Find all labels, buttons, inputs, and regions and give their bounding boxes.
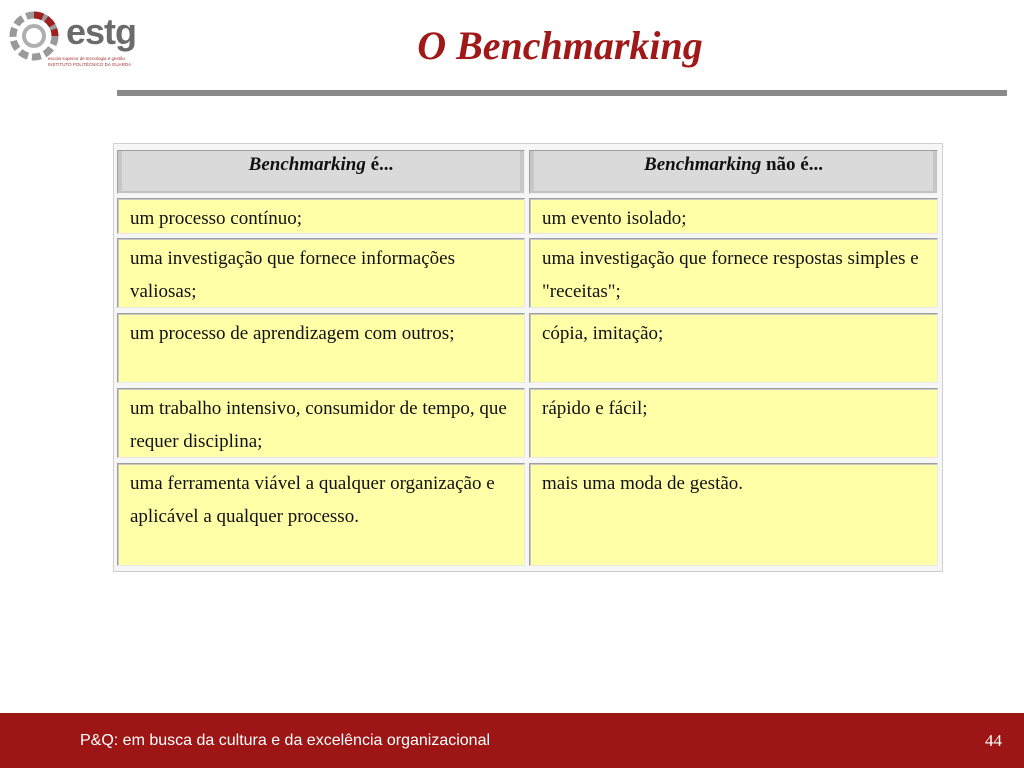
table-cell-is: uma investigação que fornece informações valiosas; bbox=[117, 238, 525, 308]
footer-text: P&Q: em busca da cultura e da excelência organizacional bbox=[80, 732, 491, 749]
table-cell-is-not: cópia, imitação; bbox=[529, 313, 938, 383]
logo-tagline: escola superior de tecnologia e gestão INSTITUTO POLITÉCNICO DA GUARDA bbox=[48, 56, 132, 67]
logo-emblem-icon bbox=[8, 10, 60, 62]
page-number: 44 bbox=[985, 731, 1002, 750]
slide-title: O Benchmarking bbox=[417, 23, 703, 68]
table-cell-is: um trabalho intensivo, consumidor de tempo, que requer disciplina; bbox=[117, 388, 525, 458]
logo-wordmark: estg bbox=[66, 11, 137, 52]
table-header-is-not: Benchmarking não é... bbox=[529, 150, 938, 194]
table-cell-is-not: uma investigação que fornece respostas simples e "receitas"; bbox=[529, 238, 938, 308]
table-cell-is: uma ferramenta viável a qualquer organização e aplicável a qualquer processo. bbox=[117, 463, 525, 566]
table-header-is: Benchmarking é... bbox=[117, 150, 525, 194]
comparison-table bbox=[113, 143, 943, 572]
table-cell-is-not: rápido e fácil; bbox=[529, 388, 938, 458]
footer-bar bbox=[0, 713, 1024, 768]
title-divider bbox=[117, 90, 1007, 96]
table-cell-is: um processo de aprendizagem com outros; bbox=[117, 313, 525, 383]
estg-logo bbox=[8, 10, 137, 72]
table-cell-is: um processo contínuo; bbox=[117, 198, 525, 234]
table-cell-is-not: mais uma moda de gestão. bbox=[529, 463, 938, 566]
table-cell-is-not: um evento isolado; bbox=[529, 198, 938, 234]
